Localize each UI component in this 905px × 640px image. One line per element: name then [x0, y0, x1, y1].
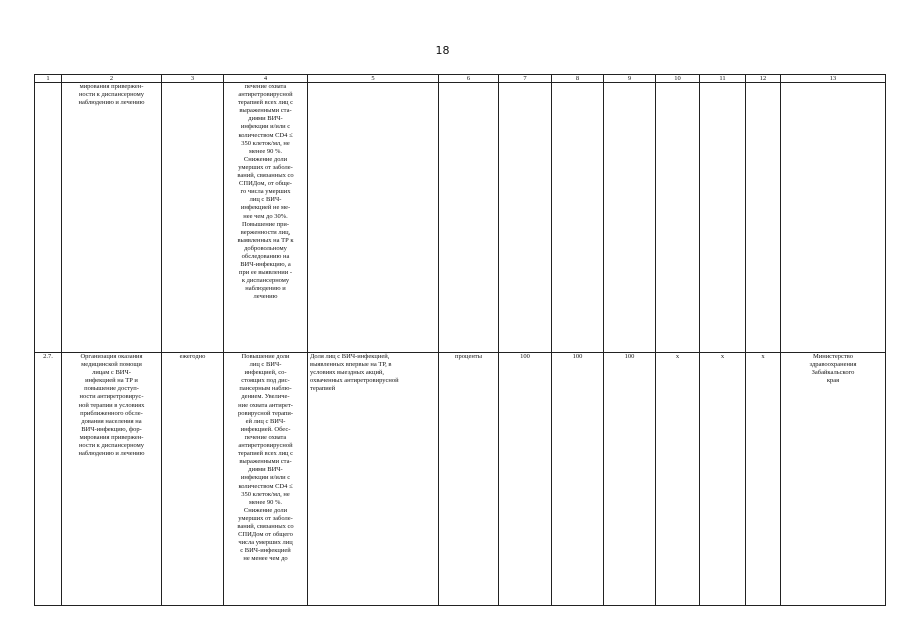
table-row-2-7	[35, 353, 886, 606]
header-cell-8: 8	[552, 75, 604, 83]
header-cell-1: 1	[35, 75, 62, 83]
cell-indicator	[308, 83, 439, 353]
header-cell-4: 4	[224, 75, 308, 83]
cell-unit: проценты	[439, 353, 499, 606]
cell-expected-result: печение охвата антиретровирусной терапией всех лиц с выраженными ста- диями ВИЧ- инфекции и/или с количеством CD4 ≤ 350 клеток/мл, не менее 90 %. Снижение доли умерших от заболе- ваний, связанных со СПИДом, от обще- го числа умерших лиц с ВИЧ- инфекцией не ме- нее чем до 30%. Повышение при- верженности лиц, выявленных на ТР к добровольному обследованию на ВИЧ-инфекцию, а при ее выявлении - к диспансерному наблюдению и лечению	[224, 83, 308, 353]
header-cell-5: 5	[308, 75, 439, 83]
header-cell-7: 7	[499, 75, 552, 83]
header-cell-12: 12	[746, 75, 781, 83]
cell-value-10	[656, 83, 700, 353]
cell-activity: Организация оказания медицинской помощи лицам с ВИЧ- инфекцией на ТР и повышение доступ- ности антиретровирус- ной терапии в условиях приближенного обсле- дования населения на ВИЧ-инфекцию, фор- мирования привержен- ности к диспансерному наблюдению и лечению	[62, 353, 162, 606]
header-cell-13: 13	[781, 75, 886, 83]
cell-value-12	[746, 83, 781, 353]
header-cell-2: 2	[62, 75, 162, 83]
cell-expected-result: Повышение доли лиц с ВИЧ- инфекцией, со- стоящих под дис- пансерным наблю- дением. Увеличе- ние охвата антирет- ровирусной терапи- ей лиц с ВИЧ- инфекцией. Обес- печение охвата антиретровирусной терапией всех лиц с выраженными ста- диями ВИЧ- инфекции и/или с количеством CD4 ≤ 350 клеток/мл, не менее 90 %. Снижение доли умерших от заболе- ваний, связанных со СПИДом от общего числа умерших лиц с ВИЧ-инфекцией не менее чем до	[224, 353, 308, 606]
cell-unit	[439, 83, 499, 353]
header-row	[35, 75, 886, 83]
cell-value-8: 100	[552, 353, 604, 606]
header-cell-10: 10	[656, 75, 700, 83]
header-cell-3: 3	[162, 75, 224, 83]
cell-deadline	[162, 83, 224, 353]
cell-number: 2.7.	[35, 353, 62, 606]
cell-indicator: Доля лиц с ВИЧ-инфекцией, выявленных впервые на ТР, в условиях выездных акций, охваченных антиретровирусной терапией	[308, 353, 439, 606]
cell-responsible	[781, 83, 886, 353]
program-table-container	[34, 74, 885, 606]
cell-value-8	[552, 83, 604, 353]
header-cell-6: 6	[439, 75, 499, 83]
cell-deadline: ежегодно	[162, 353, 224, 606]
cell-value-9: 100	[604, 353, 656, 606]
header-cell-9: 9	[604, 75, 656, 83]
cell-value-9	[604, 83, 656, 353]
page-number: 18	[435, 44, 450, 57]
cell-value-11: x	[700, 353, 746, 606]
cell-value-7: 100	[499, 353, 552, 606]
cell-value-11	[700, 83, 746, 353]
program-table	[34, 74, 886, 606]
table-row-continued	[35, 83, 886, 353]
cell-responsible: Министерство здравоохранения Забайкальского края	[781, 353, 886, 606]
header-cell-11: 11	[700, 75, 746, 83]
cell-value-12: x	[746, 353, 781, 606]
cell-number	[35, 83, 62, 353]
cell-activity: мирования привержен- ности к диспансерному наблюдению и лечению	[62, 83, 162, 353]
cell-value-10: x	[656, 353, 700, 606]
cell-value-7	[499, 83, 552, 353]
